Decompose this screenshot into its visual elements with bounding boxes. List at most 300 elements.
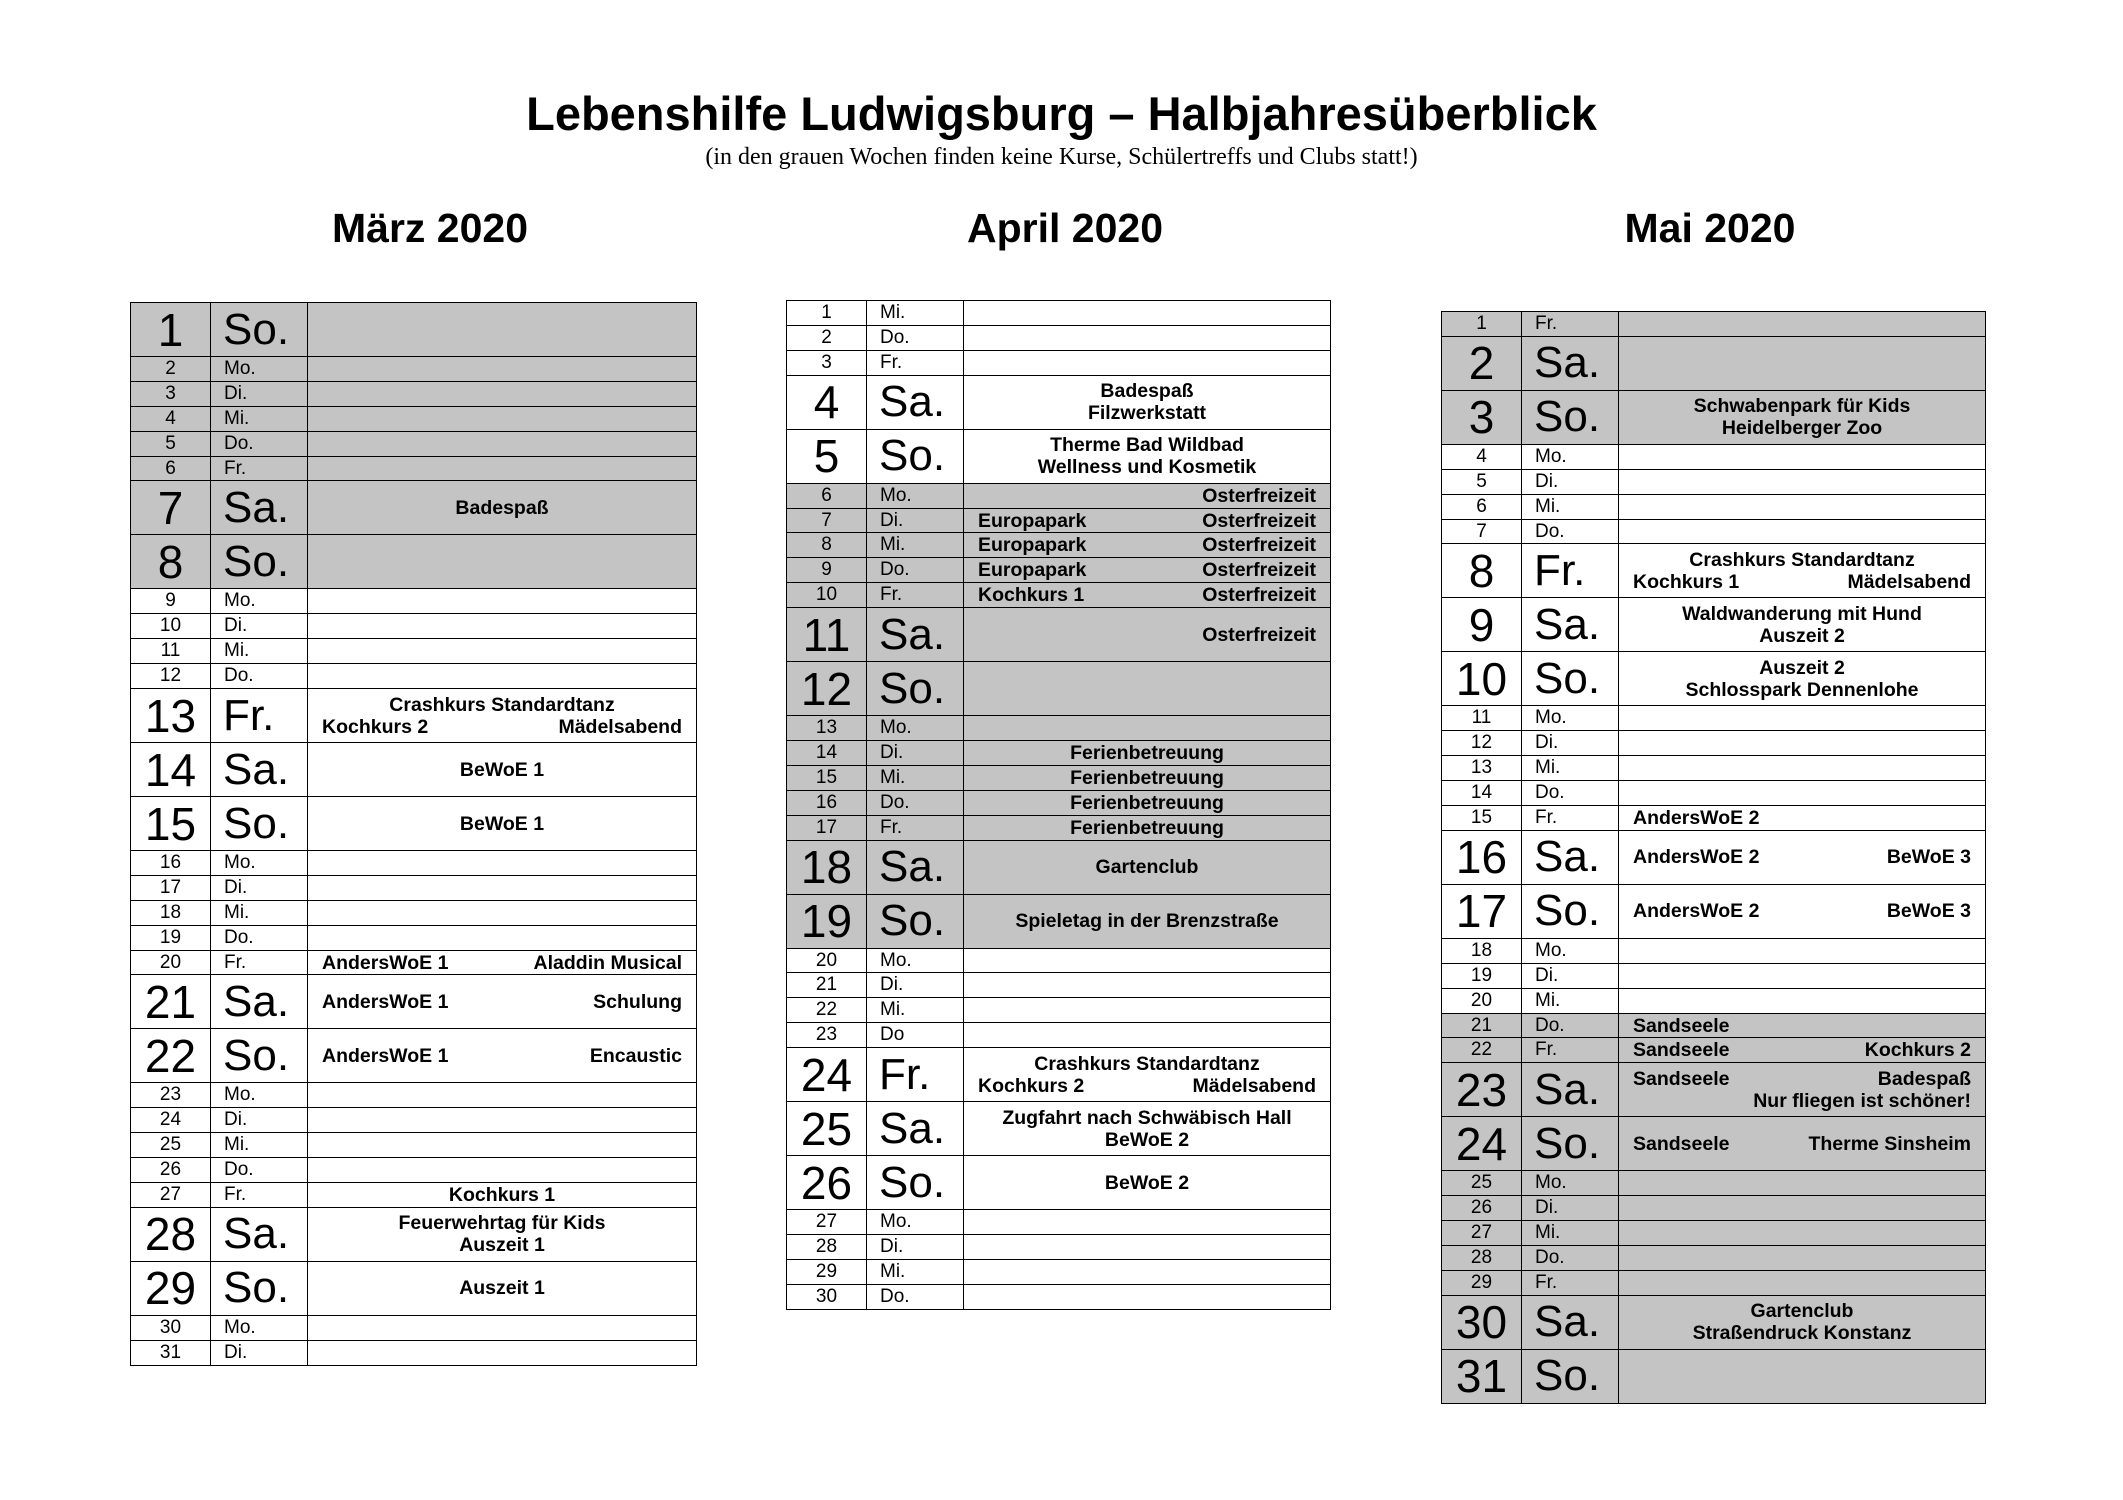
weekday-label: Mi. xyxy=(1522,756,1619,780)
day-row xyxy=(131,1316,696,1341)
event-text: Sandseele xyxy=(1633,1014,1730,1037)
event-line xyxy=(1633,1015,1971,1037)
event-cell xyxy=(1619,1063,1985,1116)
day-row xyxy=(787,895,1330,949)
event-text: Gartenclub xyxy=(1095,856,1199,879)
event-cell xyxy=(964,484,1330,508)
event-text: BeWoE 3 xyxy=(1886,900,1971,923)
weekday-label: Do. xyxy=(1522,520,1619,544)
weekday-label: Sa. xyxy=(211,1208,308,1261)
day-row xyxy=(131,1158,696,1183)
day-number: 18 xyxy=(131,901,211,925)
weekday-label: Mo. xyxy=(211,1316,308,1340)
day-row xyxy=(787,430,1330,484)
day-number: 20 xyxy=(131,951,211,975)
weekday-label: Di. xyxy=(1522,1196,1619,1220)
event-cell xyxy=(1619,964,1985,988)
day-row xyxy=(131,1029,696,1083)
weekday-label: Do. xyxy=(211,926,308,950)
day-number: 22 xyxy=(787,998,867,1022)
event-text: AndersWoE 2 xyxy=(1633,900,1760,923)
day-number: 9 xyxy=(787,558,867,582)
event-text: Wellness und Kosmetik xyxy=(1037,456,1257,479)
day-number: 19 xyxy=(1442,964,1522,988)
day-number: 3 xyxy=(1442,391,1522,444)
day-row xyxy=(1442,337,1985,391)
event-text: Kochkurs 1 xyxy=(1633,570,1740,593)
day-number: 18 xyxy=(1442,939,1522,963)
day-number: 2 xyxy=(787,326,867,350)
event-cell xyxy=(308,357,696,381)
weekday-label: Mi. xyxy=(867,766,964,790)
event-cell xyxy=(964,816,1330,840)
weekday-label: Mi. xyxy=(1522,989,1619,1013)
event-cell xyxy=(308,1208,696,1261)
day-number: 12 xyxy=(787,662,867,715)
event-cell xyxy=(1619,781,1985,805)
event-line xyxy=(978,624,1316,646)
day-number: 29 xyxy=(787,1260,867,1284)
day-row xyxy=(1442,1038,1985,1063)
event-cell xyxy=(964,998,1330,1022)
event-cell xyxy=(964,949,1330,973)
event-line xyxy=(1633,549,1971,571)
event-cell xyxy=(964,1102,1330,1155)
day-row xyxy=(131,951,696,976)
event-cell xyxy=(964,430,1330,483)
event-cell xyxy=(308,951,696,975)
weekday-label: Do. xyxy=(211,1158,308,1182)
event-text: Mädelsabend xyxy=(1192,1074,1316,1097)
day-number: 24 xyxy=(787,1048,867,1101)
weekday-label: Mi. xyxy=(1522,1221,1619,1245)
event-line xyxy=(1633,395,1971,417)
day-row xyxy=(131,797,696,851)
event-line xyxy=(322,759,682,781)
event-cell xyxy=(308,926,696,950)
event-line xyxy=(978,1172,1316,1194)
day-row xyxy=(1442,520,1985,545)
event-text: Europapark xyxy=(978,534,1087,557)
event-text: Auszeit 1 xyxy=(459,1234,545,1257)
day-number: 3 xyxy=(131,382,211,406)
day-row xyxy=(1442,1117,1985,1171)
event-line xyxy=(978,856,1316,878)
event-cell xyxy=(308,535,696,588)
event-cell xyxy=(308,1183,696,1207)
day-row xyxy=(787,791,1330,816)
weekday-label: Di. xyxy=(211,1108,308,1132)
event-cell xyxy=(964,841,1330,894)
event-cell xyxy=(1619,445,1985,469)
event-cell xyxy=(964,791,1330,815)
event-line xyxy=(978,1075,1316,1097)
event-text: Osterfreizeit xyxy=(1202,534,1316,557)
weekday-label: So. xyxy=(867,895,964,948)
weekday-label: Mo. xyxy=(867,949,964,973)
event-cell xyxy=(308,689,696,742)
weekday-label: Do. xyxy=(867,326,964,350)
event-text: Aladdin Musical xyxy=(533,951,682,974)
weekday-label: So. xyxy=(211,1029,308,1082)
day-number: 28 xyxy=(131,1208,211,1261)
event-cell xyxy=(964,376,1330,429)
day-number: 2 xyxy=(131,357,211,381)
day-number: 5 xyxy=(131,432,211,456)
event-cell xyxy=(964,351,1330,375)
day-row xyxy=(1442,1271,1985,1296)
event-line xyxy=(322,952,682,974)
day-row xyxy=(1442,1246,1985,1271)
weekday-label: Fr. xyxy=(867,816,964,840)
event-cell xyxy=(1619,989,1985,1013)
day-row xyxy=(1442,989,1985,1014)
event-text: Badespaß xyxy=(1100,380,1194,403)
day-number: 27 xyxy=(131,1183,211,1207)
event-line xyxy=(1633,571,1971,593)
month-title-mai: Mai 2020 xyxy=(1624,205,1796,251)
event-cell xyxy=(308,1083,696,1107)
event-cell xyxy=(964,608,1330,661)
day-number: 6 xyxy=(1442,495,1522,519)
weekday-label: So. xyxy=(867,430,964,483)
day-number: 17 xyxy=(1442,885,1522,938)
weekday-label: Mi. xyxy=(211,1133,308,1157)
day-number: 11 xyxy=(131,639,211,663)
weekday-label: Do. xyxy=(867,1285,964,1309)
weekday-label: Mi. xyxy=(211,901,308,925)
day-row xyxy=(787,1285,1330,1310)
day-number: 18 xyxy=(787,841,867,894)
day-row xyxy=(1442,652,1985,706)
day-number: 28 xyxy=(1442,1246,1522,1270)
event-cell xyxy=(308,457,696,481)
event-text: Mädelsabend xyxy=(558,715,682,738)
day-number: 28 xyxy=(787,1235,867,1259)
weekday-label: Do. xyxy=(211,664,308,688)
weekday-label: Sa. xyxy=(1522,831,1619,884)
page-subtitle: (in den grauen Wochen finden keine Kurse, Schülertreffs und Clubs statt!) xyxy=(705,144,1418,170)
day-row xyxy=(787,1102,1330,1156)
day-row xyxy=(1442,964,1985,989)
event-line xyxy=(322,1212,682,1234)
weekday-label: Mi. xyxy=(867,1260,964,1284)
day-number: 5 xyxy=(787,430,867,483)
day-number: 24 xyxy=(1442,1117,1522,1170)
day-row xyxy=(131,481,696,535)
day-row xyxy=(131,357,696,382)
day-number: 10 xyxy=(1442,652,1522,705)
event-line xyxy=(1633,846,1971,868)
day-number: 22 xyxy=(131,1029,211,1082)
weekday-label: Fr. xyxy=(1522,1271,1619,1295)
event-cell xyxy=(308,639,696,663)
day-row xyxy=(1442,781,1985,806)
event-cell xyxy=(1619,1350,1985,1403)
day-row xyxy=(131,1341,696,1366)
day-row xyxy=(787,662,1330,716)
event-cell xyxy=(1619,470,1985,494)
weekday-label: Di. xyxy=(867,509,964,533)
event-text: Sandseele xyxy=(1633,1067,1730,1090)
weekday-label: Sa. xyxy=(867,608,964,661)
day-number: 1 xyxy=(131,303,211,356)
weekday-label: Di. xyxy=(211,382,308,406)
weekday-label: Mi. xyxy=(867,533,964,557)
weekday-label: Mi. xyxy=(1522,495,1619,519)
day-number: 13 xyxy=(131,689,211,742)
event-text: Osterfreizeit xyxy=(1202,623,1316,646)
event-text: Kochkurs 1 xyxy=(448,1183,556,1206)
event-line xyxy=(978,1053,1316,1075)
day-number: 5 xyxy=(1442,470,1522,494)
day-number: 19 xyxy=(131,926,211,950)
day-row xyxy=(787,716,1330,741)
day-number: 8 xyxy=(131,535,211,588)
event-text: BeWoE 3 xyxy=(1886,846,1971,869)
weekday-label: Fr. xyxy=(211,1183,308,1207)
weekday-label: Di. xyxy=(211,614,308,638)
event-text: Kochkurs 2 xyxy=(322,715,429,738)
page-title: Lebenshilfe Ludwigsburg – Halbjahresüberblick xyxy=(526,87,1597,140)
event-text: Kochkurs 2 xyxy=(978,1074,1085,1097)
event-cell xyxy=(964,716,1330,740)
calendar-maerz xyxy=(130,302,697,1366)
day-number: 10 xyxy=(131,614,211,638)
event-cell xyxy=(1619,756,1985,780)
day-number: 19 xyxy=(787,895,867,948)
day-number: 6 xyxy=(131,457,211,481)
event-line xyxy=(978,456,1316,478)
event-line xyxy=(322,716,682,738)
event-line xyxy=(978,485,1316,507)
day-row xyxy=(1442,1221,1985,1246)
event-cell xyxy=(964,741,1330,765)
weekday-label: Fr. xyxy=(211,689,308,742)
weekday-label: So. xyxy=(867,662,964,715)
event-line xyxy=(1633,1039,1971,1061)
weekday-label: Mo. xyxy=(1522,706,1619,730)
event-line xyxy=(978,1129,1316,1151)
event-text: Encaustic xyxy=(589,1044,682,1067)
weekday-label: Di. xyxy=(211,876,308,900)
day-number: 4 xyxy=(787,376,867,429)
day-row xyxy=(131,639,696,664)
day-row xyxy=(787,1023,1330,1048)
day-number: 13 xyxy=(787,716,867,740)
weekday-label: So. xyxy=(211,1262,308,1315)
event-line xyxy=(978,402,1316,424)
event-text: Ferienbetreuung xyxy=(1070,816,1224,839)
day-number: 17 xyxy=(787,816,867,840)
day-row xyxy=(787,326,1330,351)
weekday-label: Di. xyxy=(867,741,964,765)
event-cell xyxy=(964,301,1330,325)
day-row xyxy=(1442,885,1985,939)
month-title-april: April 2020 xyxy=(967,205,1163,251)
event-cell xyxy=(1619,831,1985,884)
event-cell xyxy=(1619,495,1985,519)
day-row xyxy=(131,457,696,482)
day-row xyxy=(787,741,1330,766)
day-number: 20 xyxy=(1442,989,1522,1013)
event-text: Nur fliegen ist schöner! xyxy=(1753,1089,1971,1112)
event-cell xyxy=(964,662,1330,715)
day-number: 17 xyxy=(131,876,211,900)
weekday-label: So. xyxy=(211,797,308,850)
day-number: 30 xyxy=(787,1285,867,1309)
event-text: Schulung xyxy=(593,990,682,1013)
day-row xyxy=(1442,706,1985,731)
weekday-label: Fr. xyxy=(1522,1038,1619,1062)
day-row xyxy=(787,583,1330,608)
weekday-label: Sa. xyxy=(867,376,964,429)
weekday-label: Di. xyxy=(867,1235,964,1259)
event-text: Osterfreizeit xyxy=(1202,584,1316,607)
day-number: 23 xyxy=(1442,1063,1522,1116)
day-number: 1 xyxy=(787,301,867,325)
weekday-label: Mi. xyxy=(211,639,308,663)
event-cell xyxy=(1619,1171,1985,1195)
day-number: 14 xyxy=(1442,781,1522,805)
event-line xyxy=(1633,1068,1971,1090)
day-row xyxy=(131,303,696,357)
day-row xyxy=(131,1262,696,1316)
day-row xyxy=(131,535,696,589)
weekday-label: Di. xyxy=(1522,964,1619,988)
event-cell xyxy=(308,975,696,1028)
day-number: 9 xyxy=(1442,598,1522,651)
event-cell xyxy=(308,614,696,638)
day-number: 2 xyxy=(1442,337,1522,390)
weekday-label: Sa. xyxy=(211,743,308,796)
calendar-mai xyxy=(1441,311,1986,1404)
event-cell xyxy=(964,1260,1330,1284)
weekday-label: So. xyxy=(1522,1117,1619,1170)
day-number: 27 xyxy=(1442,1221,1522,1245)
event-text: Ferienbetreuung xyxy=(1070,741,1224,764)
event-line xyxy=(978,510,1316,532)
weekday-label: Fr. xyxy=(867,1048,964,1101)
day-row xyxy=(787,1260,1330,1285)
day-number: 1 xyxy=(1442,312,1522,336)
event-cell xyxy=(1619,1221,1985,1245)
event-cell xyxy=(1619,337,1985,390)
day-number: 21 xyxy=(131,975,211,1028)
weekday-label: Fr. xyxy=(1522,806,1619,830)
day-number: 30 xyxy=(1442,1296,1522,1349)
event-cell xyxy=(1619,706,1985,730)
weekday-label: Do. xyxy=(1522,1014,1619,1038)
event-text: Auszeit 2 xyxy=(1759,624,1845,647)
weekday-label: Di. xyxy=(1522,470,1619,494)
day-number: 21 xyxy=(787,973,867,997)
day-row xyxy=(787,533,1330,558)
day-row xyxy=(131,876,696,901)
weekday-label: Do. xyxy=(867,791,964,815)
event-line xyxy=(322,1277,682,1299)
event-text: Auszeit 1 xyxy=(459,1277,545,1300)
day-number: 15 xyxy=(1442,806,1522,830)
weekday-label: Mo. xyxy=(211,357,308,381)
event-text: Osterfreizeit xyxy=(1202,509,1316,532)
day-number: 12 xyxy=(131,664,211,688)
day-number: 14 xyxy=(787,741,867,765)
event-cell xyxy=(1619,652,1985,705)
day-row xyxy=(1442,1014,1985,1039)
event-line xyxy=(1633,603,1971,625)
event-cell xyxy=(964,1156,1330,1209)
event-line xyxy=(978,559,1316,581)
day-number: 21 xyxy=(1442,1014,1522,1038)
day-number: 25 xyxy=(787,1102,867,1155)
event-line xyxy=(978,792,1316,814)
event-text: Auszeit 2 xyxy=(1759,656,1845,679)
day-number: 26 xyxy=(131,1158,211,1182)
event-text: Waldwanderung mit Hund xyxy=(1682,602,1922,625)
day-row xyxy=(787,608,1330,662)
event-text: BeWoE 2 xyxy=(1104,1128,1190,1151)
day-row xyxy=(1442,806,1985,831)
day-row xyxy=(1442,731,1985,756)
day-row xyxy=(1442,1196,1985,1221)
weekday-label: Sa. xyxy=(211,975,308,1028)
event-text: Heidelberger Zoo xyxy=(1721,417,1883,440)
day-number: 3 xyxy=(787,351,867,375)
event-line xyxy=(978,742,1316,764)
event-cell xyxy=(1619,520,1985,544)
day-row xyxy=(787,766,1330,791)
event-cell xyxy=(1619,1117,1985,1170)
weekday-label: Sa. xyxy=(1522,337,1619,390)
event-cell xyxy=(308,1158,696,1182)
day-row xyxy=(787,1235,1330,1260)
day-row xyxy=(787,973,1330,998)
day-row xyxy=(131,743,696,797)
day-number: 7 xyxy=(131,481,211,534)
event-line xyxy=(1633,417,1971,439)
event-line xyxy=(322,813,682,835)
day-number: 7 xyxy=(1442,520,1522,544)
day-row xyxy=(131,407,696,432)
event-line xyxy=(322,1234,682,1256)
event-cell xyxy=(1619,312,1985,336)
weekday-label: Sa. xyxy=(211,481,308,534)
event-text: Filzwerkstatt xyxy=(1087,402,1207,425)
event-cell xyxy=(964,1023,1330,1047)
weekday-label: Mo. xyxy=(211,589,308,613)
event-cell xyxy=(1619,391,1985,444)
day-number: 13 xyxy=(1442,756,1522,780)
event-text: BeWoE 1 xyxy=(459,758,545,781)
event-text: Therme Bad Wildbad xyxy=(1050,434,1244,457)
weekday-label: Fr. xyxy=(867,583,964,607)
event-cell xyxy=(964,766,1330,790)
event-cell xyxy=(308,589,696,613)
event-cell xyxy=(964,583,1330,607)
event-text: AndersWoE 1 xyxy=(322,951,449,974)
month-title-maerz: März 2020 xyxy=(331,205,528,251)
event-line xyxy=(978,534,1316,556)
event-cell xyxy=(964,533,1330,557)
event-cell xyxy=(308,1029,696,1082)
day-row xyxy=(131,1083,696,1108)
event-line xyxy=(1633,657,1971,679)
event-text: Sandseele xyxy=(1633,1039,1730,1062)
weekday-label: Mo. xyxy=(211,1083,308,1107)
event-cell xyxy=(308,1341,696,1365)
event-cell xyxy=(308,901,696,925)
